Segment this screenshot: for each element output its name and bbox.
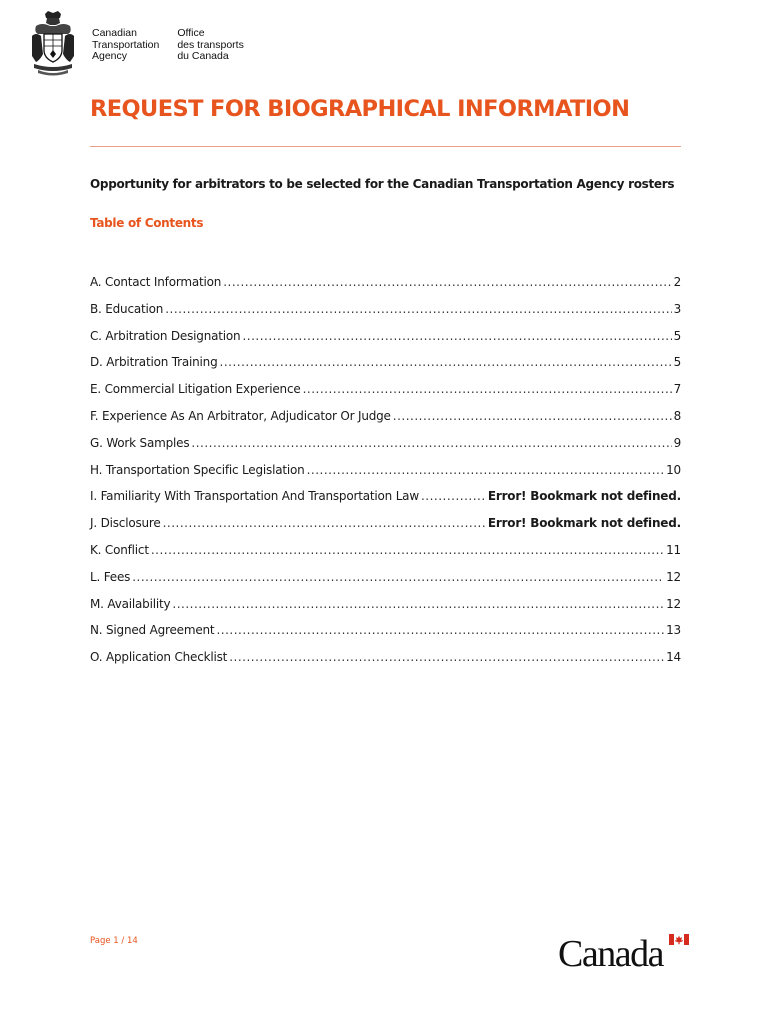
toc-dot-leader xyxy=(307,463,665,477)
header xyxy=(28,10,348,76)
toc-entry-familiarity-with-transportation-law[interactable] xyxy=(90,489,681,516)
canada-wordmark-icon xyxy=(556,930,696,972)
toc-entry-page: 13 xyxy=(666,623,681,638)
agency-name-line: Agency xyxy=(92,50,128,62)
toc-entry-page: 7 xyxy=(673,382,681,397)
toc-entry-page: 10 xyxy=(666,462,681,477)
agency-name-french xyxy=(177,28,244,63)
toc-entry-label: E. Commercial Litigation Experience xyxy=(90,382,301,397)
toc-entry-label: J. Disclosure xyxy=(90,516,161,531)
toc-entry-page: 2 xyxy=(673,275,681,289)
toc-entry-page-error: Error! Bookmark not defined. xyxy=(487,516,681,531)
toc-entry-page: 12 xyxy=(666,569,681,584)
toc-entry-label: H. Transportation Specific Legislation xyxy=(90,462,305,477)
toc-entry-label: C. Arbitration Designation xyxy=(90,328,241,343)
toc-entry-label: F. Experience As An Arbitrator, Adjudicator Or Judge xyxy=(90,408,391,423)
toc-entry-page: 5 xyxy=(673,355,681,370)
toc-entry-label: I. Familiarity With Transportation And Transportation Law xyxy=(90,489,419,504)
toc-entry-experience-as-arbitrator[interactable] xyxy=(90,409,681,436)
toc-entry-education[interactable] xyxy=(90,302,681,329)
toc-entry-application-checklist[interactable] xyxy=(90,650,681,677)
toc-dot-leader xyxy=(191,436,671,450)
document-subtitle: Opportunity for arbitrators to be selected for the Canadian Transportation Agency rosters xyxy=(90,177,675,191)
toc-entry-page-error: Error! Bookmark not defined. xyxy=(487,489,681,504)
agency-name-line: Transportation xyxy=(92,38,160,51)
agency-name-line: Office xyxy=(177,27,205,39)
toc-entry-fees[interactable] xyxy=(90,570,681,597)
toc-dot-leader xyxy=(216,623,664,637)
agency-name-line: des transports xyxy=(177,38,244,51)
toc-entry-label: D. Arbitration Training xyxy=(90,355,218,370)
toc-entry-page: 9 xyxy=(673,435,681,450)
title-divider xyxy=(90,146,681,147)
toc-dot-leader xyxy=(393,409,672,423)
toc-entry-label: N. Signed Agreement xyxy=(90,623,215,638)
toc-entry-arbitration-training[interactable] xyxy=(90,355,681,382)
toc-entry-transportation-specific-legislation[interactable] xyxy=(90,463,681,490)
toc-entry-label: L. Fees xyxy=(90,569,131,584)
toc-entry-availability[interactable] xyxy=(90,597,681,624)
toc-entry-signed-agreement[interactable] xyxy=(90,623,681,650)
toc-entry-label: G. Work Samples xyxy=(90,435,190,450)
toc-entry-commercial-litigation-experience[interactable] xyxy=(90,382,681,409)
toc-entry-arbitration-designation[interactable] xyxy=(90,329,681,356)
coat-of-arms-icon xyxy=(28,10,78,76)
page-number: Page 1 / 14 xyxy=(90,936,138,946)
agency-name-english xyxy=(92,28,159,63)
toc-dot-leader xyxy=(303,382,672,396)
toc-dot-leader xyxy=(421,489,486,503)
toc-entry-label: M. Availability xyxy=(90,596,171,611)
toc-entry-label: A. Contact Information xyxy=(90,275,222,289)
agency-name-line: Canadian xyxy=(92,27,137,39)
toc-dot-leader xyxy=(132,570,664,584)
toc-dot-leader xyxy=(151,543,664,557)
table-of-contents xyxy=(90,275,681,677)
toc-dot-leader xyxy=(220,355,672,369)
toc-entry-label: K. Conflict xyxy=(90,542,149,557)
canada-flag-icon xyxy=(669,934,689,945)
toc-dot-leader xyxy=(165,302,671,316)
toc-entry-page: 8 xyxy=(673,408,681,423)
toc-dot-leader xyxy=(172,597,664,611)
toc-heading: Table of Contents xyxy=(90,216,204,230)
toc-entry-page: 12 xyxy=(666,596,681,611)
toc-entry-page: 5 xyxy=(673,328,681,343)
toc-entry-page: 14 xyxy=(666,650,681,665)
toc-entry-work-samples[interactable] xyxy=(90,436,681,463)
document-title: REQUEST FOR BIOGRAPHICAL INFORMATION xyxy=(90,96,630,122)
toc-dot-leader xyxy=(223,275,671,289)
agency-name-line: du Canada xyxy=(177,50,229,62)
agency-names xyxy=(92,28,244,63)
toc-entry-page: 11 xyxy=(666,542,681,557)
toc-entry-disclosure[interactable] xyxy=(90,516,681,543)
toc-entry-contact-information[interactable] xyxy=(90,275,681,302)
toc-entry-label: O. Application Checklist xyxy=(90,650,228,665)
toc-entry-conflict[interactable] xyxy=(90,543,681,570)
toc-entry-label: B. Education xyxy=(90,301,164,316)
toc-dot-leader xyxy=(229,650,664,664)
canada-wordmark-text: Canada xyxy=(558,933,663,972)
toc-entry-page: 3 xyxy=(673,301,681,316)
toc-dot-leader xyxy=(163,516,486,530)
toc-dot-leader xyxy=(242,329,671,343)
